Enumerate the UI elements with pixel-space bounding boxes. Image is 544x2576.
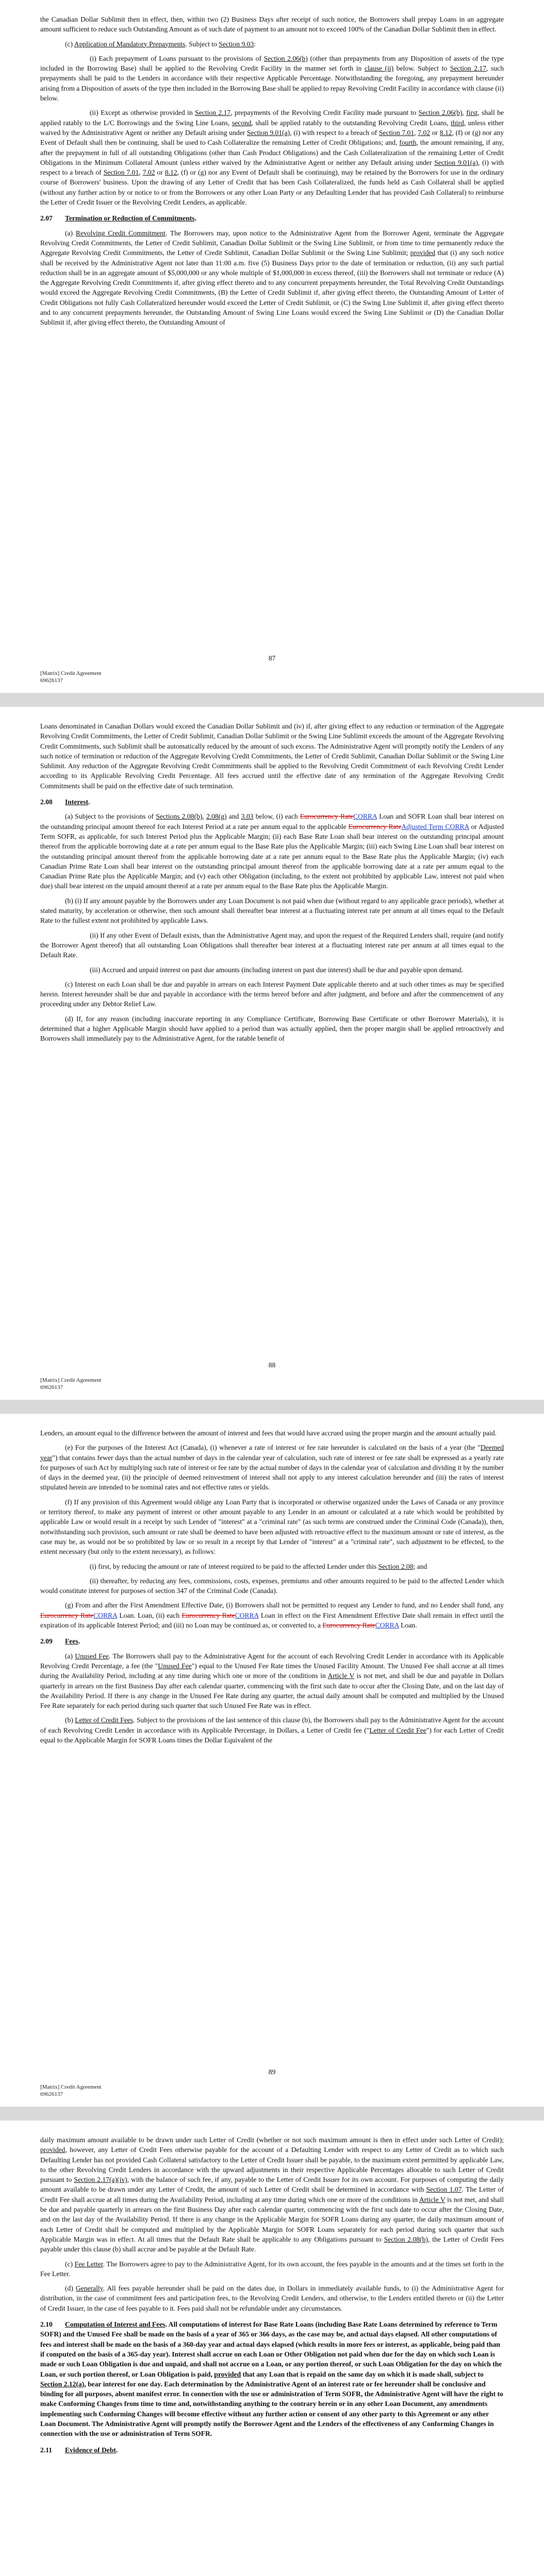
page-89	[0, 1414, 544, 2107]
text-run: .	[88, 798, 90, 806]
text-run: . All fees payable hereunder shall be paid on the dates due, in Dollars in immediately available funds, to (i) the Administrative Agent for distribution, in the case of commitment fees and participation fees, to the Revolving Credit Lenders, and otherwise, to the Lenders entitled thereto or (ii) the Letter of Credit Issuer, in the case of fees payable to it. Fees paid shall not be refundable under any circumstances.	[40, 2284, 504, 2312]
text-run: (a)	[65, 229, 76, 237]
paragraph	[40, 930, 504, 960]
underlined-text: Section 9.01(a)	[246, 128, 290, 137]
text-run: (i) Each prepayment of Loans pursuant to the provisions of	[90, 54, 264, 62]
deleted-text: Eurocurrency Rate	[322, 1621, 375, 1630]
text-run: ") equal to the Unused Fee Rate times the Unused Facility Amount. The Unused Fee shall accrue at all times during the Availability Period, including at any time during which one or more of the conditions in	[40, 1662, 504, 1680]
paragraph	[40, 228, 504, 328]
text-run: Loans denominated in Canadian Dollars would exceed the Canadian Dollar Sublimit and (iv) if, after giving effect to any reduction or termination of the Aggregate Revolving Credit Commitments, the Letter of Credit Sublimit, Canadian Dollar Sublimit or the Swing Line Sublimit exceeds the amount of the Aggregate Revolving Credit Commitments, such Sublimit shall be automatically reduced by the amount of such excess. The Administrative Agent will promptly notify the Lenders of any such notice of termination or reduction of the Aggregate Revolving Credit Commitments, the Letter of Credit Sublimit, Canadian Dollar Sublimit or the Swing Line Sublimit. Any reduction of the Aggregate Revolving Credit Commitments shall be applied to the Revolving Credit Commitment of each Revolving Credit Lender according to its Applicable Revolving Credit Percentage. All fees accrued until the effective date of any termination of the Aggregate Revolving Credit Commitments shall be paid on the effective date of such termination.	[40, 722, 504, 790]
text-run: (c)	[65, 40, 74, 48]
underlined-text: Section 7.01	[378, 128, 415, 137]
page-footer	[40, 1377, 102, 1392]
section-number: 2.09	[40, 1637, 53, 1646]
page-number: 88	[268, 1361, 276, 1369]
text-run: below. Subject to	[393, 64, 450, 73]
text-run: ,	[139, 168, 143, 177]
section-heading	[40, 797, 504, 807]
underlined-text: Fee Letter	[74, 2260, 103, 2268]
underlined-text: Section 1.07	[426, 2185, 462, 2194]
text-run: , shall be applied ratably to the L/C Borrowings and the Swing Line Loans,	[40, 109, 504, 127]
deleted-text: Eurocurrency Rate	[300, 812, 353, 821]
underlined-text: Section 2.08	[378, 1562, 414, 1570]
page-content	[40, 14, 504, 328]
text-run: Loan in effect on the First Amendment Effective Date shall remain in effect until the expiration of its applicable Interest Period; and (iii) no Loan may be continued as, or converted to, a	[40, 1611, 504, 1630]
text-run: (c) Interest on each Loan shall be due and payable in arrears on each Interest Payment Date applicable thereto and at such other times as may be specified herein. Interest hereunder shall be due and payable in accordance with the terms hereof before and after judgment, and before and after the commencement of any proceeding under any Debtor Relief Law.	[40, 980, 504, 1008]
underlined-text: second	[232, 118, 252, 127]
underlined-text: Article V	[327, 1672, 355, 1680]
text-run: .	[194, 214, 196, 223]
deleted-text: Eurocurrency Rate	[348, 822, 402, 831]
text-run: , the amount remaining, if any, after the prepayment in full of all outstanding Obligations (other than Cash Product Obligations) and the Cash Collateralization of the remaining Letter of Credit Obligations in the Minimum Collateral Amount (unless either waived by the Administrative Agent or neither any Default arising under	[40, 139, 504, 166]
text-run: or	[155, 168, 165, 177]
underlined-text: Section 2.06(b)	[418, 109, 463, 117]
paragraph	[40, 2283, 504, 2313]
underlined-text: provided	[40, 2146, 65, 2154]
text-run: (d)	[65, 2284, 76, 2293]
underlined-text: Article V	[419, 2195, 446, 2204]
section-heading	[40, 2445, 504, 2455]
text-run: or Adjusted Term SOFR, as applicable, for such Interest Period plus the Applicable Margin; (ii) each Base Rate Loan shall bear interest on the outstanding principal amount thereof from the applicable borrowing date at a rate per annum equal to the Base Rate plus the Applicable Margin; (iii) each Swing Line Loan shall bear interest on the outstanding principal amount thereof from the applicable borrowing date at a rate per annum equal to the Base Rate plus the Applicable Margin; (iv) each Canadian Prime Rate Loan shall bear interest on the outstanding principal amount thereof from the applicable borrowing date at a rate per annum equal to the Canadian Prime Rate plus the Applicable Margin; and (v) each other Obligation (including, to the extent not prohibited by applicable Law, interest not paid when due) shall bear interest on the unpaid amount thereof at a rate per annum equal to the Base Rate plus the Applicable Margin.	[40, 822, 504, 890]
text-run: (b) (i) If any amount payable by the Borrowers under any Loan Document is not paid when due (without regard to any applicable grace periods), whether at stated maturity, by acceleration or otherwise, then such amount shall thereafter bear interest at a fluctuating interest rate per annum at all times equal to the Default Rate to the fullest extent not prohibited by applicable Laws.	[40, 896, 504, 925]
inserted-text: CORRA	[353, 812, 377, 821]
footer-doc-id: 69626137	[40, 1384, 63, 1391]
underlined-text: Termination or Reduction of Commitments	[65, 214, 195, 223]
text-run: .	[116, 2446, 118, 2454]
text-run: (iii) Accrued and unpaid interest on past due amounts (including interest on past due interest) shall be due and payable upon demand.	[90, 965, 464, 974]
inserted-text: Adjusted Term CORRA	[401, 822, 469, 831]
footer-doc-id: 69626137	[40, 2091, 63, 2098]
text-run: (e) For the purposes of the Interest Act (Canada), (i) whenever a rate of interest or fee rate hereunder is calculated on the basis of a year (the "	[65, 1444, 481, 1452]
page-content	[40, 2135, 504, 2455]
page-content	[40, 721, 504, 1044]
paragraph	[40, 1014, 504, 1044]
text-run: , prepayments of the Revolving Credit Facility made pursuant to	[230, 109, 419, 117]
text-run: , unless either waived by the Administrative Agent or neither any Default arising under	[40, 118, 504, 137]
text-run: . The Letter of Credit Fee shall accrue at all times during the Availability Period, including at any time during which one or more of the conditions in	[40, 2185, 504, 2204]
paragraph	[40, 54, 504, 103]
page-87	[0, 0, 544, 693]
underlined-text: Section 9.03	[219, 40, 254, 48]
footer-doc-id: 69626137	[40, 677, 63, 684]
underlined-text: provided	[410, 249, 436, 257]
deleted-text: Eurocurrency Rate	[182, 1611, 235, 1619]
paragraph	[40, 1443, 504, 1492]
paragraph	[40, 1600, 504, 1630]
text-run: . The Borrowers may, upon notice to the Administrative Agent from the Borrower Agent, terminate the Aggregate Revolving Credit Commitments, the Letter of Credit Sublimit, Canadian Dollar Sublimit or the Swing Line Sublimit, or from time to time permanently reduce the Aggregate Revolving Credit Commitments, the Letter of Credit Sublimit, Canadian Dollar Sublimit or the Swing Line Sublimit;	[40, 229, 504, 257]
section-number: 2.11	[40, 2446, 53, 2454]
text-run: , (f) or (g) nor any Event of Default shall then be continuing, shall be used to Cash Collateralize the remaining Letter of Credit Obligations; and,	[40, 128, 504, 147]
footer-title: [Matrix] Credit Agreement	[40, 1377, 102, 1383]
underlined-text: Evidence of Debt	[65, 2446, 116, 2454]
page-number: 89	[268, 2068, 276, 2076]
text-run: ") that contains fewer days than the actual number of days in the calendar year of calculation, such rate of interest or fee rate shall be expressed as a yearly rate for purposes of such Act by multiplying such rate of interest or fee rate by the actual number of days in the calendar year of calculation and dividing it by the number of days in the deemed year, (ii) the principle of deemed reinvestment of interest shall not apply to any interest calculation hereunder and (iii) the rates of interest stipulated herein are intended to be nominal rates and not effective rates or yields.	[40, 1453, 504, 1492]
text-run: (i) first, by reducing the amount or rate of interest required to be paid to the affected Lender under this	[90, 1562, 378, 1570]
text-run: , (i) with respect to a breach of	[290, 128, 379, 137]
text-run: below, (i) each	[253, 812, 300, 821]
text-run: , bear interest for one day. Each determination by the Administrative Agent of an interest rate or fee hereunder shall be conclusive and binding for all purposes, absent manifest error. In connection with the use or administration of Term SOFR, the Administrative Agent will have the right to make Conforming Changes from time to time and, notwithstanding anything to the contrary herein or in any other Loan Document, any amendments implementing such Conforming Changes will become effective without any further action or consent of any other party to this Agreement or any other Loan Document. The Administrative Agent will promptly notify the Borrower Agent and the Lenders of the effectiveness of any Conforming Changes in connection with the use or administration of Term SOFR.	[40, 2380, 503, 2438]
underlined-text: 8.12	[439, 128, 452, 137]
text-run: the Canadian Dollar Sublimit then in effect, then, within two (2) Business Days after receipt of such notice, the Borrowers shall prepay Loans in an aggregate amount sufficient to reduce such Outstanding Amount as of such date of payment to an amount not to exceed 100% of the Canadian Dollar Sublimit then in effect.	[40, 15, 504, 33]
paragraph	[40, 2135, 504, 2255]
text-run: , (f) or (g) nor any Event of Default shall be continuing), may be retained by the Borrowers for use in the ordinary course of Borrowers' business. Upon the drawing of any Letter of Credit that has been Cash Collateralized, the funds held as Cash Collateral shall be applied (without any further action by or notice to or from the Borrowers or any other Loan Party or any Defaulting Lender that has provided Cash Collateral) to reimburse the Letter of Credit Issuer or the Revolving Credit Lenders, as applicable.	[40, 168, 504, 207]
paragraph	[40, 108, 504, 207]
text-run: , the Letter of Credit Fees payable under this clause (b) shall accrue and be payable at the Default Rate.	[40, 2235, 504, 2253]
text-run: ; and	[413, 1562, 427, 1570]
text-run: , such prepayments shall be paid to the Lenders in accordance with their respective Applicable Percentage. Notwithstanding the foregoing, any prepayment hereunder arising from a Disposition of assets of the type then included in the Borrowing Base shall be applied to repay Revolving Credit Facility in accordance with clause (ii) below.	[40, 64, 504, 103]
text-run: (ii) Except as otherwise provided in	[90, 109, 195, 117]
text-run: ") for each Letter of Credit equal to the Applicable Margin for SOFR Loans times the Dollar Equivalent of the	[40, 1726, 504, 1744]
underlined-text: Section 9.01(a)	[434, 158, 478, 166]
page-footer	[40, 670, 102, 685]
underlined-text: Revolving Credit Commitment	[75, 229, 166, 237]
text-run: Loan.	[399, 1621, 417, 1630]
text-run: Loan and SOFR Loan shall bear interest on the outstanding principal amount thereof for each Interest Period at a rate per annum equal to the applicable	[40, 812, 504, 831]
underlined-text: Interest	[65, 798, 89, 806]
paragraph	[40, 811, 504, 891]
section-number: 2.07	[40, 214, 53, 223]
text-run: , however, any Letter of Credit Fees otherwise payable for the account of a Defaulting Lender with respect to any Letter of Credit as to which such Defaulting Lender has not provided Cash Collateral satisfactory to the Letter of Credit Issuer shall be payable, to the maximum extent permitted by applicable Law, to the other Revolving Credit Lenders in accordance with the upward adjustments in their respective Applicable Percentages allocable to such Letter of Credit pursuant to	[40, 2146, 504, 2184]
inserted-text: CORRA	[235, 1611, 259, 1619]
paragraph	[40, 1651, 504, 1711]
underlined-text: provided	[214, 2370, 241, 2378]
text-run: , with the balance of such fee, if any, payable to the Letter of Credit Issuer for its own account. For purposes of computing the daily amount available to be drawn under any Letter of Credit, the amount of such Letter of Credit shall be determined in accordance with	[40, 2176, 504, 2194]
underlined-text: Computation of Interest and Fees	[65, 2320, 166, 2329]
text-run: , (i) with respect to a breach of	[40, 158, 504, 177]
text-run: or	[430, 128, 440, 137]
underlined-text: fourth	[399, 139, 417, 147]
text-run: (a)	[65, 1652, 75, 1660]
page-footer	[40, 2083, 102, 2098]
paragraph	[40, 1715, 504, 1745]
underlined-text: clause (ii)	[364, 64, 394, 73]
underlined-text: Application of Mandatory Prepayments	[74, 40, 186, 48]
underlined-text: Section 2.17(a)(iv)	[74, 2176, 127, 2184]
underlined-text: Sections 2.08(b)	[156, 812, 203, 821]
text-run: that (i) any such notice shall be received by the Administrative Agent not later than 11:00 a.m. five (5) Business Days prior to the date of termination or reduction, (ii) any such partial reduction shall be in an aggregate amount of $5,000,000 or any whole multiple of $1,000,000 in excess thereof, (iii) the Borrowers shall not terminate or reduce (A) the Aggregate Revolving Credit Commitments if, after giving effect thereto and to any concurrent prepayments hereunder, the Total Revolving Credit Outstandings would exceed the Aggregate Revolving Credit Commitments, (B) the Letter of Credit Sublimit if, after giving effect thereto, the Outstanding Amount of Letter of Credit Obligations not fully Cash Collateralized hereunder would exceed the Letter of Credit Sublimit, or (C) the Swing Line Sublimit if, after giving effect thereto and to any concurrent prepayments hereunder, the Outstanding Amount of Swing Line Loans would exceed the Swing Line Sublimit or (D) the Canadian Dollar Sublimit if, after giving effect thereto, the Outstanding Amount of	[40, 249, 504, 327]
text-run: ,	[202, 812, 206, 821]
page-90	[0, 2121, 544, 2576]
paragraph	[40, 39, 504, 49]
underlined-text: 8.12	[164, 168, 177, 177]
text-run: (g) From and after the First Amendment Effective Date, (i) Borrowers shall not be permitted to request any Lender to fund, and no Lender shall fund, any	[65, 1601, 504, 1609]
section-heading	[40, 1636, 504, 1646]
text-run: (other than prepayments from any Disposition of assets of the type included in the Borrowing Base) shall be applied to the Revolving Credit Facility in the manner set forth in	[40, 54, 504, 73]
paragraph	[40, 979, 504, 1009]
section-number: 2.10	[40, 2320, 53, 2329]
page-content	[40, 1428, 504, 1745]
paragraph	[40, 1497, 504, 1557]
text-run: and	[226, 812, 241, 821]
underlined-text: Fees	[65, 1637, 78, 1646]
inserted-text: CORRA	[375, 1621, 399, 1630]
text-run: (f) If any provision of this Agreement would oblige any Loan Party that is incorporated or otherwise organized under the Laws of Canada or any province or territory thereof, to make any payment of interest or other amount payable to any Lender in an amount or calculated at a rate which would be prohibited by applicable Law or would result in a receipt by such Lender of "interest" at a "criminal rate" (as such terms are construed under the Criminal Code (Canada)), then, notwithstanding such provision, such amount or rate shall be deemed to have been adjusted with retroactive effect to the maximum amount or rate of interest, as the case may be, as would not be so prohibited by law or so result in a receipt by that Lender of "interest" at a "criminal rate", such adjustment to be effected, to the extent necessary (but only to the extent necessary), as follows:	[40, 1498, 504, 1556]
text-run: . Subject to the provisions of the last sentence of this clause (b), the Borrowers shall pay to the Administrative Agent for the account of each Revolving Credit Lender in accordance with its Applicable Percentage, in Dollars, a Letter of Credit fee ("	[40, 1716, 504, 1734]
text-run: . All computations of interest for Base Rate Loans (including Base Rate Loans determined by reference to Term SOFR) and the Unused Fee shall be made on the basis of a year of 365 or 366 days, as the case may be, and actual days elapsed. All other computations of fees and interest shall be made on the basis of a 360-day year and actual days elapsed (which results in more fees or interest, as applicable, being paid than if computed on the basis of a 365-day year). Interest shall accrue on each Loan or Other Obligation not paid when due for the day on which such Loan is made or such Loan Obligation is due and unpaid, and shall not accrue on a Loan, or any portion thereof, or such Loan Obligation for the day on which the Loan, or such portion thereof, or Loan Obligation is paid,	[40, 2320, 502, 2378]
text-run: is not met, and shall be due and payable in Dollars quarterly in arrears on the first Business Day after each calendar quarter, commencing with the first such date to occur after the Closing Date, and on the last day of the Availability Period. If there is any change in the Unused Fee Rate during any quarter, the actual daily amount shall be computed and multiplied by the Unused Fee Rate separately for each period during such quarter that such Unused Fee Rate was in effect.	[40, 1672, 504, 1710]
footer-title: [Matrix] Credit Agreement	[40, 2084, 102, 2090]
text-run: .	[78, 1637, 80, 1646]
underlined-text: Generally	[75, 2284, 103, 2293]
paragraph	[40, 1576, 504, 1596]
paragraph	[40, 896, 504, 926]
underlined-text: 3.03	[241, 812, 254, 821]
deleted-text: Eurocurrency Rate	[40, 1611, 94, 1619]
text-run: Lenders, an amount equal to the difference between the amount of interest and fees that would have accrued using the proper margin and the amount actually paid.	[40, 1429, 497, 1437]
underlined-text: Deemed year	[40, 1444, 504, 1462]
section-number: 2.08	[40, 798, 53, 806]
text-run: ,	[414, 128, 418, 137]
paragraph	[40, 2259, 504, 2279]
footer-title: [Matrix] Credit Agreement	[40, 670, 102, 676]
underlined-text: 7.02	[418, 128, 431, 137]
inserted-text: CORRA	[93, 1611, 118, 1619]
text-run: (ii) If any other Event of Default exists, than the Administrative Agent may, and upon the request of the Required Lenders shall, require (and notify the Borrower Agent thereof) that all outstanding Loan Obligations shall thereafter bear interest at a fluctuating interest rate per annum at all times equal to the Default Rate.	[40, 931, 504, 959]
page-88	[0, 707, 544, 1400]
text-run: (d) If, for any reason (including inaccurate reporting in any Compliance Certificate, Borrowing Base Certificate or other Borrower Materials), it is determined that a higher Applicable Margin should have applied to a period than was actually applied, then the proper margin shall be applied retroactively and Borrowers shall immediately pay to the Administrative Agent, for the ratable benefit of	[40, 1014, 504, 1043]
text-run: :	[254, 40, 256, 48]
text-run: (c)	[65, 2260, 75, 2268]
text-run: (ii) thereafter, by reducing any fees, commissions, costs, expenses, premiums and other amounts required to be paid to the affected Lender which would constitute interest for purposes of section 347 of the Criminal Code (Canada).	[40, 1577, 504, 1595]
text-run: that any Loan that is repaid on the same day on which it is made shall, subject to	[241, 2370, 484, 2378]
underlined-text: Section 2.06(b)	[263, 54, 308, 62]
text-run: (a) Subject to the provisions of	[65, 812, 156, 821]
page-number: 87	[268, 654, 276, 662]
underlined-text: Unused Fee	[158, 1662, 192, 1670]
paragraph	[40, 1562, 504, 1571]
text-run: , shall be applied ratably to the outstanding Revolving Credit Loans,	[251, 118, 451, 127]
text-run: is not met, and shall be due and payable quarterly in arrears on the first Business Day after each calendar quarter, commencing with the first such date to occur after the Closing Date, and on the last day of the Availability Period. If there is any change in the Applicable Margin for SOFR Loans during any quarter, the daily maximum amount of each Letter of Credit shall be computed and multiplied by the Applicable Margin for SOFR Loans separately for each period during such quarter that such Applicable Margin was in effect. At all times that the Default Rate shall be applicable to any Obligations pursuant to	[40, 2195, 504, 2243]
text-run: Loan. Loan, (ii) each	[117, 1611, 182, 1619]
paragraph	[40, 965, 504, 975]
text-run: . The Borrowers agree to pay to the Administrative Agent, for its own account, the fees payable in the amounts and at the times set forth in the Fee Letter.	[40, 2260, 504, 2278]
underlined-text: Letter of Credit Fee	[369, 1726, 426, 1734]
text-run: ,	[462, 109, 467, 117]
paragraph	[40, 1428, 504, 1438]
underlined-text: Section 2.12(a)	[40, 2380, 85, 2388]
underlined-text: 7.02	[142, 168, 155, 177]
section-heading	[40, 2319, 504, 2439]
paragraph	[40, 721, 504, 791]
underlined-text: first	[466, 109, 478, 117]
text-run: (b)	[65, 1716, 75, 1724]
text-run: . The Borrowers shall pay to the Administrative Agent for the account of each Revolving Credit Lender in accordance with its Applicable Revolving Credit Percentage, a fee (the "	[40, 1652, 504, 1670]
underlined-text: 2.08(g)	[206, 812, 227, 821]
section-heading	[40, 213, 504, 223]
paragraph	[40, 14, 504, 35]
underlined-text: Unused Fee	[75, 1652, 109, 1660]
underlined-text: Section 2.08(b)	[384, 2235, 428, 2243]
underlined-text: Section 7.01	[103, 168, 139, 177]
text-run: . Subject to	[185, 40, 219, 48]
underlined-text: Section 2.17	[195, 109, 231, 117]
underlined-text: Section 2.17	[450, 64, 487, 73]
text-run: daily maximum amount available to be drawn under such Letter of Credit (whether or not such maximum amount is then in effect under such Letter of Credit);	[40, 2136, 504, 2144]
underlined-text: Letter of Credit Fees	[75, 1716, 134, 1724]
underlined-text: third	[451, 118, 464, 127]
